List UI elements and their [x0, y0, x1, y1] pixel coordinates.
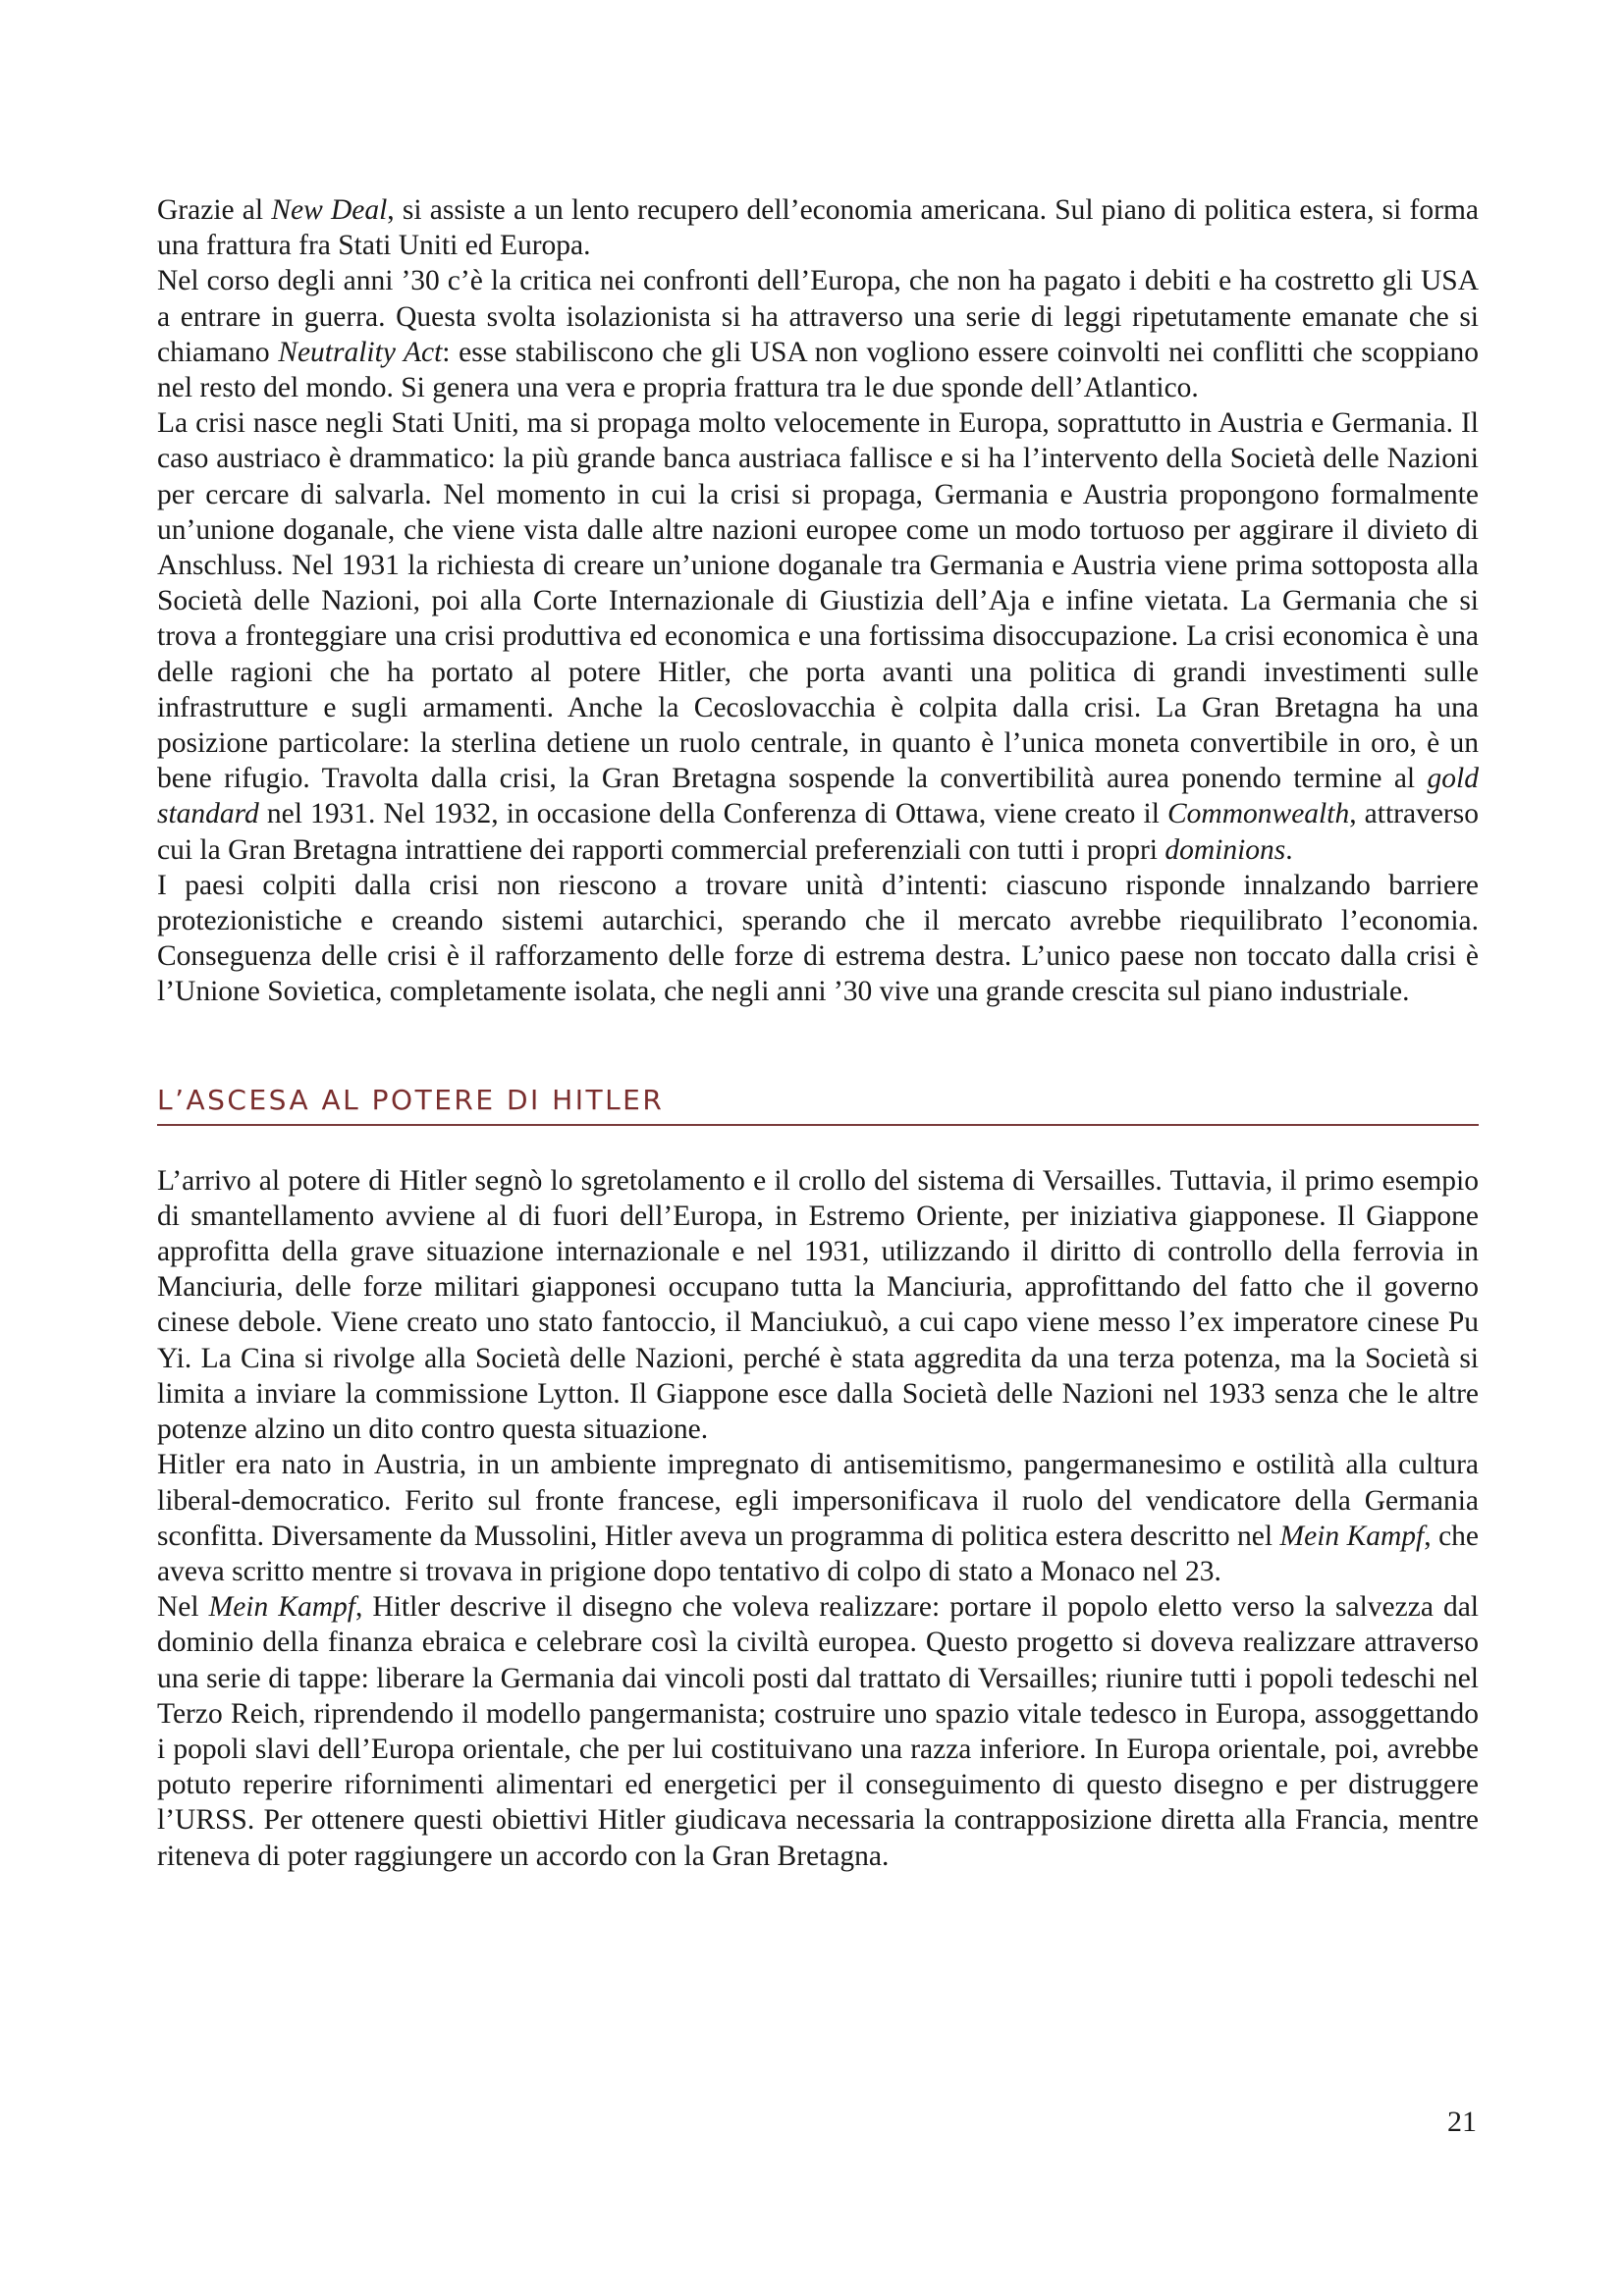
paragraph-mein-kampf: Nel Mein Kampf, Hitler descrive il disegno che voleva realizzare: portare il popolo eletto verso la salvezza dal dominio della finanza ebraica e celebrare così la civiltà europea. Questo progetto si doveva realizzare attraverso una serie di tappe: liberare la Germania dai vincoli posti dal trattato di Versailles; riunire tutti i popoli tedeschi nel Terzo Reich, riprendendo il modello pangermanista; costruire uno spazio vitale tedesco in Europa, assoggettando i popoli slavi dell’Europa orientale, che per lui costituivano una razza inferiore. In Europa orientale, poi, avrebbe potuto reperire rifornimenti alimentari ed energetici per il conseguimento di questo disegno e per distruggere l’URSS. Per ottenere questi obiettivi Hitler giudicava necessaria la contrapposizione diretta alla Francia, mentre riteneva di poter raggiungere un accordo con la Gran Bretagna.	[157, 1591, 1480, 1872]
paragraph-new-deal: Grazie al New Deal, si assiste a un lento recupero dell’economia americana. Sul piano di politica estera, si forma una frattura fra Stati Uniti ed Europa.	[157, 194, 1479, 262]
paragraph-protectionism: I paesi colpiti dalla crisi non riescono a trovare unità d’intenti: ciascuno risponde innalzando barriere protezionistiche e creando sistemi autarchici, sperando che il mercato avrebbe riequilibrato l’economia. Conseguenza delle crisi è il rafforzamento delle forze di estrema destra. L’unico paese non toccato dalla crisi è l’Unione Sovietica, completamente isolata, che negli anni ’30 vive una grande crescita sul piano industriale.	[157, 869, 1479, 1008]
paragraph-isolationism: Nel corso degli anni ’30 c’è la critica nei confronti dell’Europa, che non ha pagato i debiti e ha costretto gli USA a entrare in guerra. Questa svolta isolazionista si ha attraverso una serie di leggi ripetutamente emanate che si chiamano Neutrality Act: esse stabiliscono che gli USA non vogliono essere coinvolti nei conflitti che scoppiano nel resto del mondo. Si genera una vera e propria frattura tra le due sponde dell’Atlantico.	[157, 265, 1479, 404]
page-number: 21	[1447, 2106, 1477, 2138]
paragraph-versailles-collapse: L’arrivo al potere di Hitler segnò lo sgretolamento e il crollo del sistema di Versailles. Tuttavia, il primo esempio di smantellamento avviene al di fuori dell’Europa, in Estremo Oriente, per iniziativa giapponese. Il Giappone approfitta della grave situazione internazionale e nel 1931, utilizzando il diritto di controllo della ferrovia in Manciuria, delle forze militari giapponesi occupano tutta la Manciuria, approfittando del fatto che il governo cinese debole. Viene creato uno stato fantoccio, il Manciukuò, a cui capo viene messo l’ex imperatore cinese Pu Yi. La Cina si rivolge alla Società delle Nazioni, perché è stata aggredita da una terza potenza, ma la Società si limita a inviare la commissione Lytton. Il Giappone esce dalla Società delle Nazioni nel 1933 senza che le altre potenze alzino un dito contro questa situazione.	[157, 1164, 1479, 1446]
paragraph-hitler-background: Hitler era nato in Austria, in un ambiente impregnato di antisemitismo, pangermanesimo e ostilità alla cultura liberal-democratico. Ferito sul fronte francese, egli impersonificava il ruolo del vendicatore della Germania sconfitta. Diversamente da Mussolini, Hitler aveva un programma di politica estera descritto nel Mein Kampf, che aveva scritto mentre si trovava in prigione dopo tentativo di colpo di stato a Monaco nel 23.	[157, 1449, 1480, 1587]
document-page	[157, 192, 1479, 1874]
section-heading: L’ASCESA AL POTERE DI HITLER	[157, 1083, 1479, 1126]
section-body	[157, 1163, 1479, 1874]
paragraph-crisis-europe: La crisi nasce negli Stati Uniti, ma si propaga molto velocemente in Europa, soprattutto in Austria e Germania. Il caso austriaco è drammatico: la più grande banca austriaca fallisce e si ha l’intervento della Società delle Nazioni per cercare di salvarla. Nel momento in cui la crisi si propaga, Germania e Austria propongono formalmente un’unione doganale, che viene vista dalle altre nazioni europee come un modo tortuoso per aggirare il divieto di Anschluss. Nel 1931 la richiesta di creare un’unione doganale tra Germania e Austria viene prima sottoposta alla Società delle Nazioni, poi alla Corte Internazionale di Giustizia dell’Aja e infine vietata. La Germania che si trova a fronteggiare una crisi produttiva ed economica e una fortissima disoccupazione. La crisi economica è una delle ragioni che ha portato al potere Hitler, che porta avanti una politica di grandi investimenti sulle infrastrutture e sugli armamenti. Anche la Cecoslovacchia è colpita dalla crisi. La Gran Bretagna ha una posizione particolare: la sterlina detiene un ruolo centrale, in quanto è l’unica moneta convertibile in oro, è un bene rifugio. Travolta dalla crisi, la Gran Bretagna sospende la convertibilità aurea ponendo termine al gold standard nel 1931. Nel 1932, in occasione della Conferenza di Ottawa, viene creato il Commonwealth, attraverso cui la Gran Bretagna intrattiene dei rapporti commercial preferenziali con tutti i propri dominions.	[157, 407, 1479, 866]
